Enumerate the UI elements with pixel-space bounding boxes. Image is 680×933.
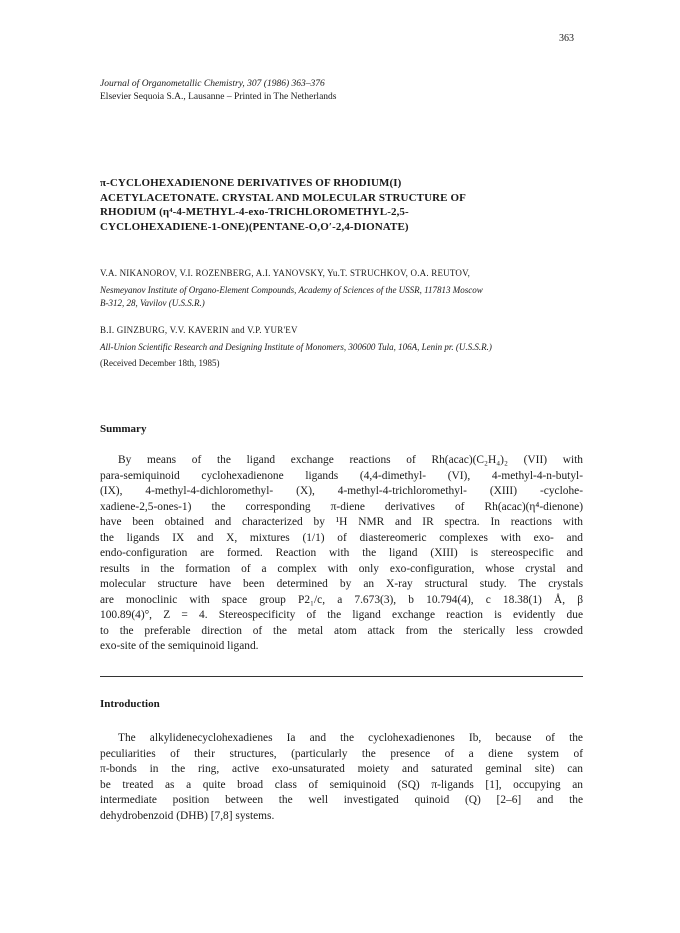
author-group-2: B.I. GINZBURG, V.V. KAVERIN and V.P. YUR'EV: [100, 325, 298, 335]
intro-line: dehydrobenzoid (DHB) [7,8] systems.: [100, 809, 275, 822]
intro-line: peculiarities of their structures, (particularly the presence of a diene system of: [100, 747, 583, 760]
section-divider: [100, 676, 583, 677]
affiliation-line: Nesmeyanov Institute of Organo-Element Compounds, Academy of Sciences of the USSR, 117813 Moscow: [100, 285, 483, 295]
intro-line: intermediate position between the well investigated quinoid (Q) [2–6] and the: [100, 794, 583, 806]
publisher-line: Elsevier Sequoia S.A., Lausanne – Printed in The Netherlands: [100, 92, 337, 102]
summary-line: By means of the ligand exchange reactions of Rh(acac)(C₂H₄)₂ (VII) with: [118, 454, 583, 466]
page-number: 363: [559, 33, 574, 44]
summary-line: para-semiquinoid cyclohexadienone ligands (4,4-dimethyl- (VI), 4-methyl-4-n-butyl-: [100, 469, 583, 482]
summary-line: to the preferable direction of the metal atom attack from the sterically less crowded: [100, 624, 583, 637]
introduction-paragraph: [100, 731, 583, 824]
affiliation-1: [100, 284, 590, 309]
summary-line: are monoclinic with space group P2₁/c, a 7.673(3), b 10.794(4), c 18.38(1) Å, β: [100, 593, 583, 606]
intro-line: be treated as a quite broad class of semiquinoid (SQ) π-ligands [1], occupying an: [100, 778, 583, 791]
journal-header: [100, 78, 336, 104]
title-line: π-CYCLOHEXADIENONE DERIVATIVES OF RHODIUM(I): [100, 177, 402, 189]
journal-citation: Journal of Organometallic Chemistry, 307 (1986) 363–376: [100, 79, 325, 89]
affiliation-2: All-Union Scientific Research and Designing Institute of Monomers, 300600 Tula, 106A, Lenin pr. (U.S.S.R.): [100, 342, 492, 352]
summary-line: endo-configuration are formed. Reaction with the ligand (XIII) is stereospecific and: [100, 547, 583, 559]
summary-line: 100.89(4)°, Z = 4. Stereospecificity of the ligand exchange reaction is evidently due: [100, 609, 583, 621]
summary-line: the ligands IX and X, mixtures (1/1) of diastereomeric complexes with exo- and: [100, 531, 583, 544]
title-line: ACETYLACETONATE. CRYSTAL AND MOLECULAR STRUCTURE OF: [100, 191, 466, 204]
intro-line: The alkylidenecyclohexadienes Ia and the cyclohexadienones Ib, because of the: [118, 732, 583, 744]
introduction-heading: Introduction: [100, 698, 160, 710]
summary-line: results in the formation of a complex with only exo-configuration, whose crystal and: [100, 562, 583, 575]
summary-line: (IX), 4-methyl-4-dichloromethyl- (X), 4-methyl-4-trichloromethyl- (XIII) -cyclohe-: [100, 485, 583, 497]
intro-line: π-bonds in the ring, active exo-unsaturated moiety and saturated geminal site) can: [100, 763, 583, 775]
author-group-1: V.A. NIKANOROV, V.I. ROZENBERG, A.I. YANOVSKY, Yu.T. STRUCHKOV, O.A. REUTOV,: [100, 268, 471, 278]
affiliation-line: B-312, 28, Vavilov (U.S.S.R.): [100, 297, 205, 308]
summary-line: molecular structure have been determined by an X-ray structural study. The crystals: [100, 578, 583, 590]
summary-line: have been obtained and characterized by ¹H NMR and IR spectra. In reactions with: [100, 516, 583, 528]
article-title: [100, 176, 580, 234]
title-line: CYCLOHEXADIENE-1-ONE)(PENTANE-O,O′-2,4-DIONATE): [100, 220, 409, 233]
title-line: RHODIUM (η⁴-4-METHYL-4-exo-TRICHLOROMETHYL-2,5-: [100, 206, 409, 218]
received-date: (Received December 18th, 1985): [100, 358, 220, 368]
summary-line: exo-site of the semiquinoid ligand.: [100, 640, 259, 652]
summary-paragraph: [100, 453, 583, 655]
summary-line: xadiene-2,5-ones-1) the corresponding π-diene derivatives of Rh(acac)(η⁴-dienone): [100, 500, 583, 513]
summary-heading: Summary: [100, 423, 147, 435]
